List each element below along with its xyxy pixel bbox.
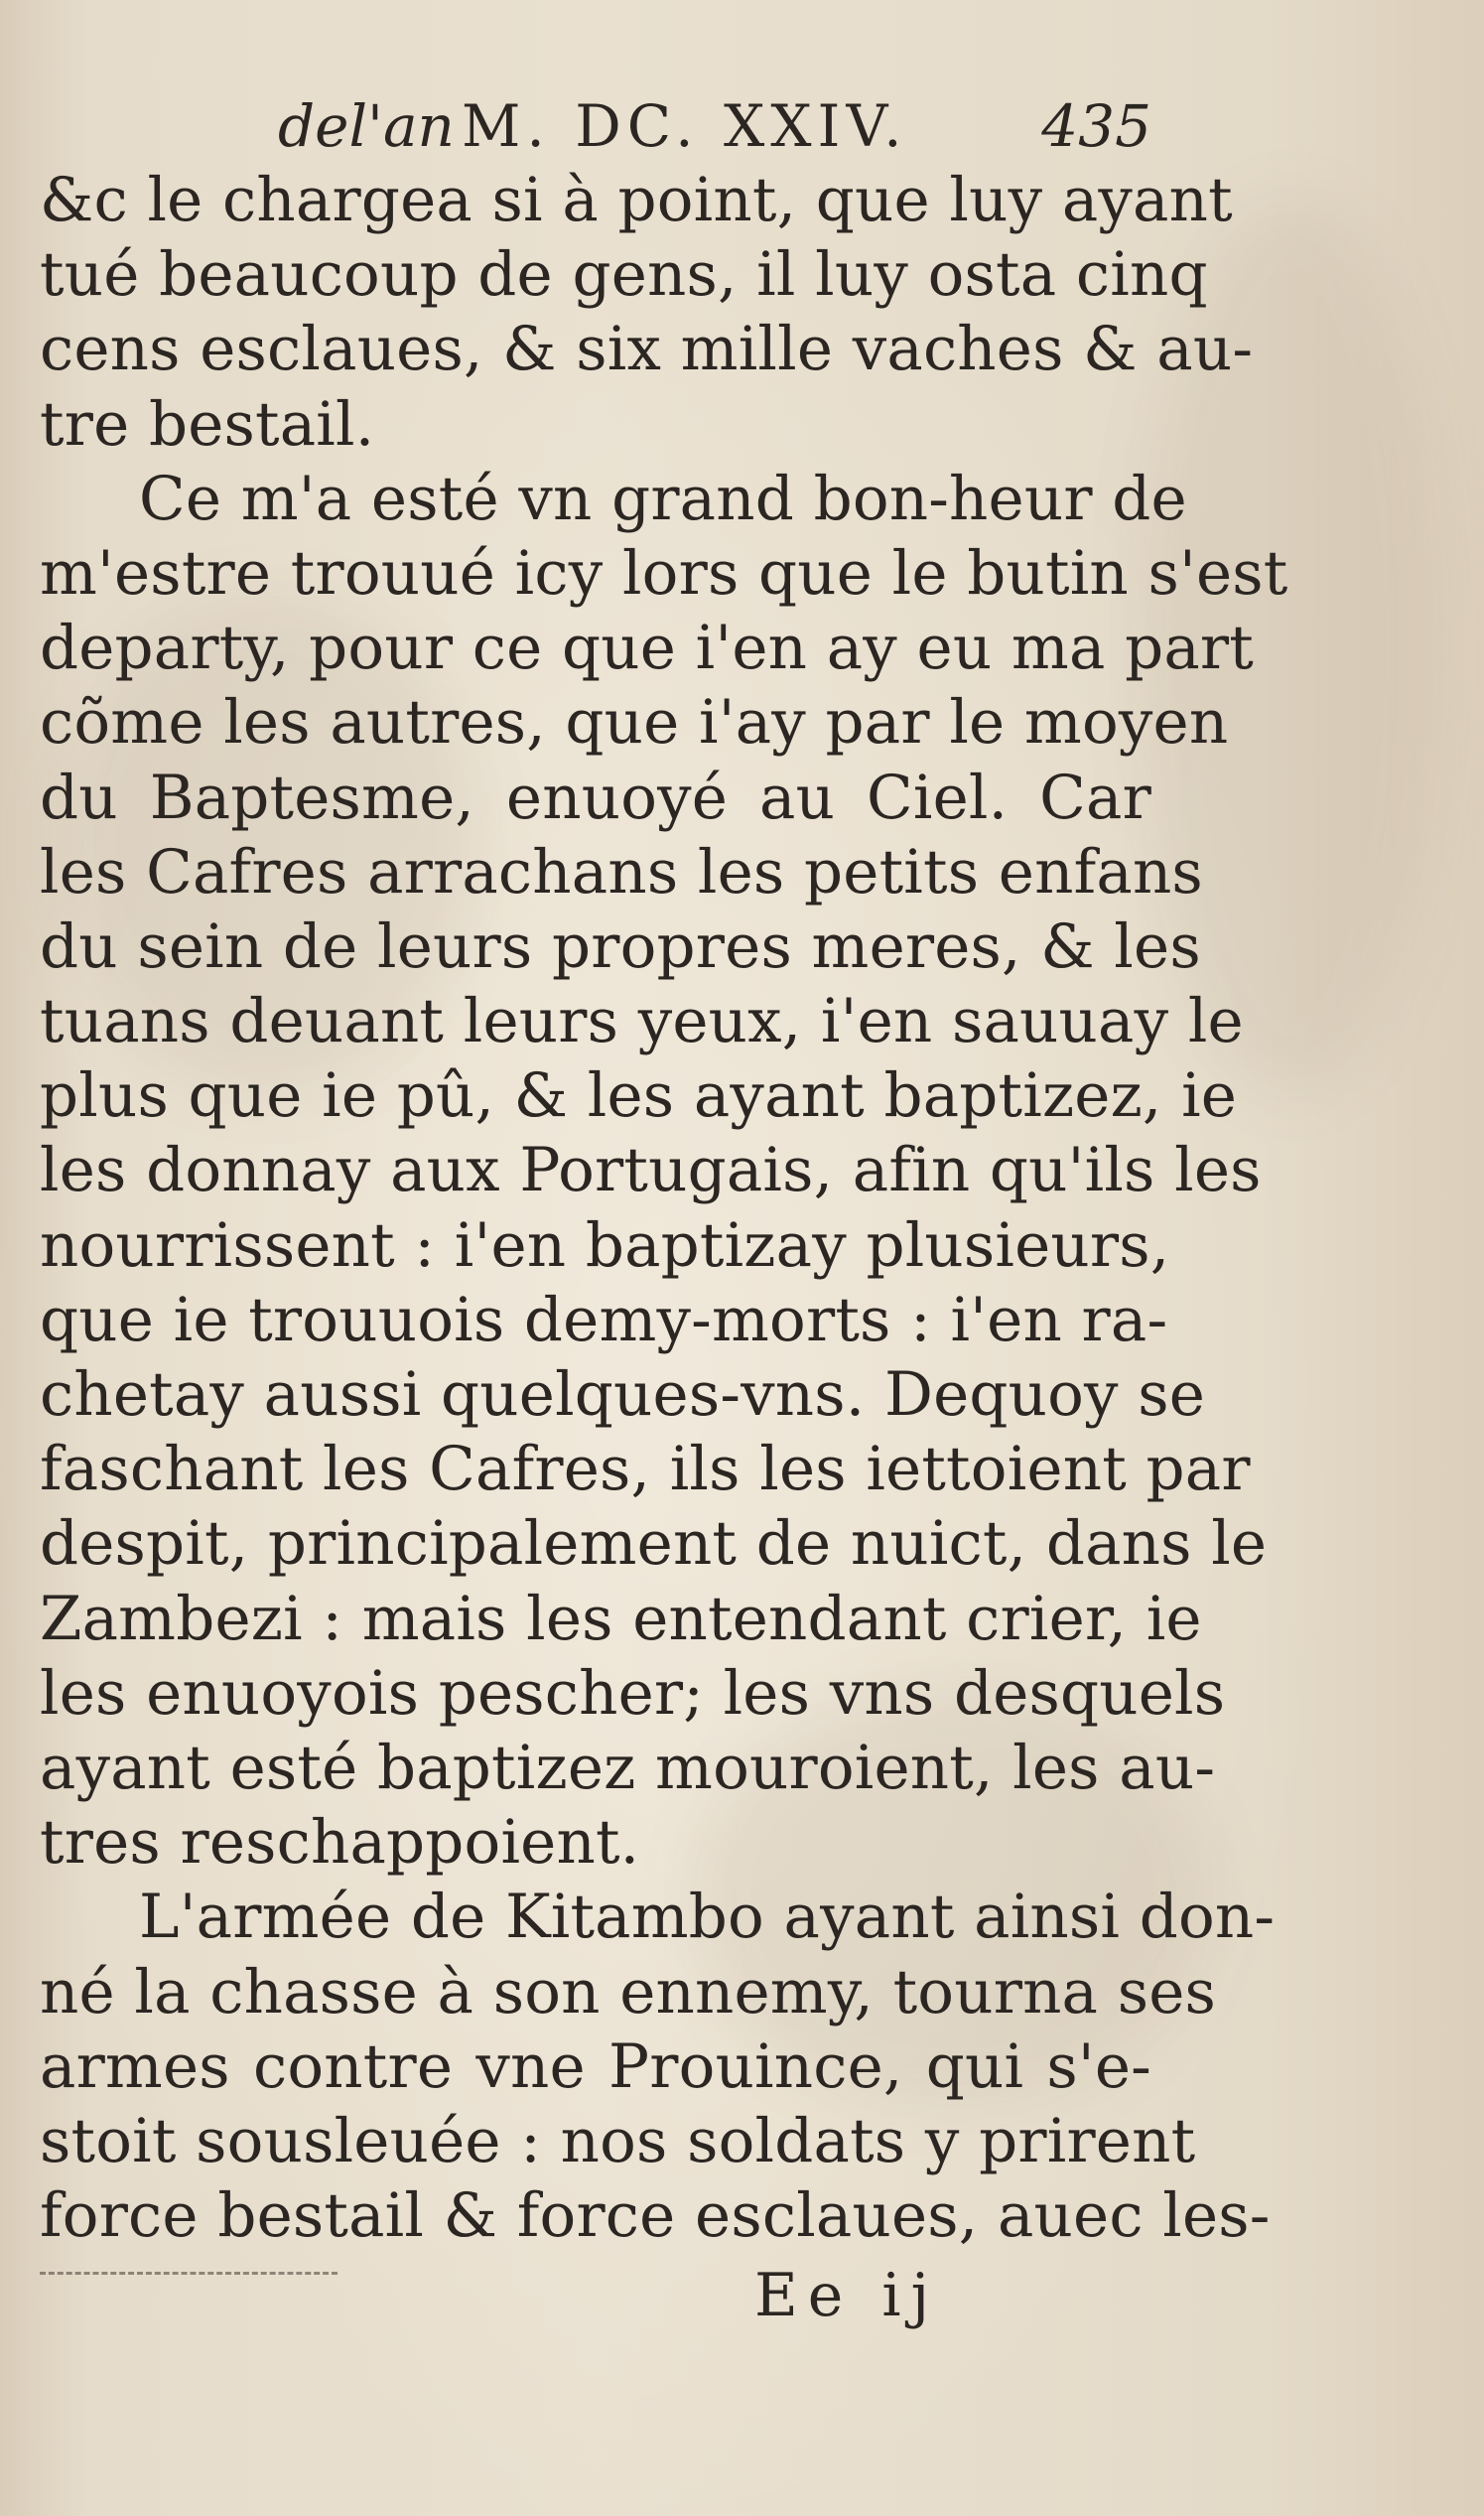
text-line: Zambezi : mais les entendant crier, ie (40, 1583, 1202, 1654)
text-line: les enuoyois pescher; les vns desquels (40, 1657, 1226, 1729)
text-line: les Cafres arrachans les petits enfans (40, 836, 1203, 908)
text-line: cens esclaues, & six mille vaches & au- (40, 314, 1254, 385)
text-line: armes contre vne Prouince, qui s'e- (40, 2030, 1151, 2102)
signature-mark: Ee ij (754, 2261, 940, 2330)
text-line: du sein de leurs propres meres, & les (40, 910, 1201, 982)
text-line: departy, pour ce que i'en ay eu ma part (40, 613, 1255, 684)
text-line: ayant esté baptizez mouroient, les au- (40, 1732, 1216, 1803)
text-line: que ie trouuois demy-morts : i'en ra- (40, 1284, 1168, 1355)
running-head-left: del'an (278, 92, 455, 160)
text-line: chetay aussi quelques-vns. Dequoy se (40, 1359, 1206, 1430)
text-line: les donnay aux Portugais, afin qu'ils les (40, 1135, 1262, 1206)
text-line: né la chasse à son ennemy, tourna ses (40, 1956, 1217, 2027)
text-line: nourrissent : i'en baptizay plusieurs, (40, 1209, 1170, 1281)
body-text (40, 163, 1288, 2253)
text-line: du Baptesme, enuoyé au Ciel. Car (40, 762, 1151, 833)
footer-rule (40, 2272, 337, 2275)
text-line: tre bestail. (40, 388, 375, 460)
running-head-year: M. DC. XXIV. (462, 92, 908, 160)
text-line: tué beaucoup de gens, il luy osta cinq (40, 239, 1208, 311)
page-number: 435 (1041, 92, 1151, 160)
text-line: cõme les autres, que i'ay par le moyen (40, 687, 1229, 759)
text-line: &c le chargea si à point, que luy ayant (40, 165, 1233, 235)
text-line: Ce m'a esté vn grand bon-heur de (139, 463, 1187, 534)
text-line: stoit sousleuée : nos soldats y prirent (40, 2105, 1196, 2176)
text-line: tres reschappoient. (40, 1807, 640, 1879)
text-line: faschant les Cafres, ils les iettoient par (40, 1434, 1251, 1505)
text-line: despit, principalement de nuict, dans le (40, 1508, 1268, 1580)
text-line: L'armée de Kitambo ayant ainsi don- (139, 1882, 1276, 1953)
text-line: force bestail & force esclaues, auec les- (40, 2180, 1271, 2252)
text-line: plus que ie pû, & les ayant baptizez, ie (40, 1060, 1238, 1132)
text-line: m'estre trouué icy lors que le butin s'est (40, 537, 1288, 609)
running-head (268, 81, 1171, 171)
text-line: tuans deuant leurs yeux, i'en sauuay le (40, 986, 1244, 1057)
